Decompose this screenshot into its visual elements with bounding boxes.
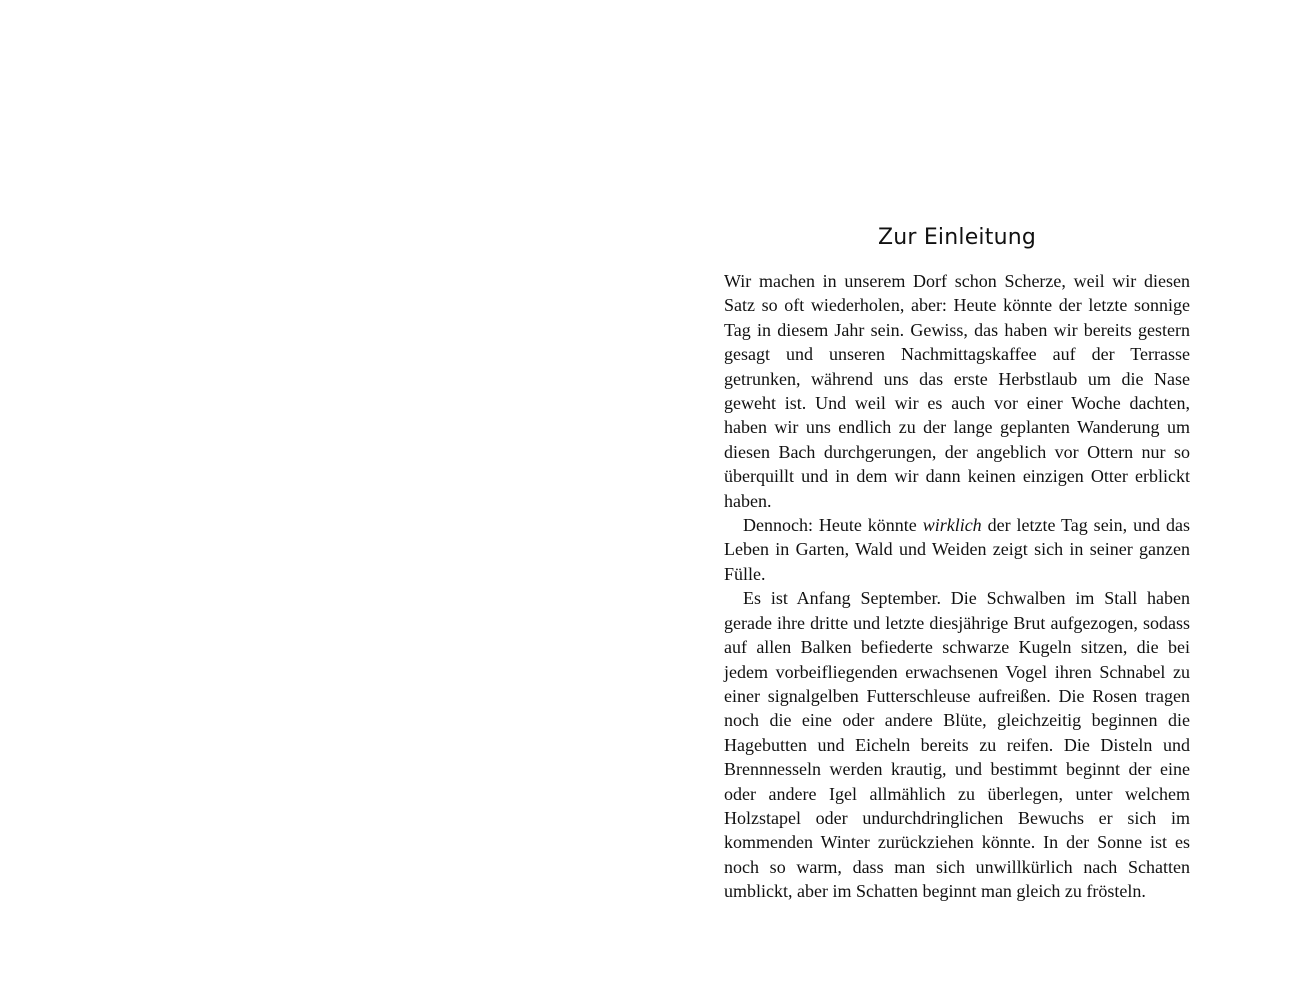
paragraph-3: Es ist Anfang September. Die Schwalben im Stall haben gerade ihre dritte und letzte diesjährige Brut aufgezogen, sodass auf allen Balken befiederte schwarze Kugeln sitzen, die bei jedem vorbeifliegenden erwachsenen Vogel ihren Schnabel zu einer signalgelben Futterschleuse aufreißen. Die Rosen tragen noch die eine oder andere Blüte, gleichzeitig beginnen die Hagebutten und Eicheln bereits zu reifen. Die Disteln und Brennnesseln werden krautig, und bestimmt beginnt der eine oder andere Igel allmählich zu überlegen, unter welchem Holzstapel oder undurchdringlichen Bewuchs er sich im kommenden Winter zurückziehen könnte. In der Sonne ist es noch so warm, dass man sich unwillkürlich nach Schatten umblickt, aber im Schatten beginnt man gleich zu frösteln. xyxy=(724,588,1190,902)
paragraph-1: Wir machen in unserem Dorf schon Scherze, weil wir diesen Satz so oft wiederholen, aber: Heute könnte der letzte sonnige Tag in diesem Jahr sein. Gewiss, das haben wir bereits gestern gesagt und unseren Nachmittagskaffee auf der Terrasse getrunken, während uns das erste Herbstlaub um die Nase geweht ist. Und weil wir es auch vor einer Woche dachten, haben wir uns endlich zu der lange geplanten Wanderung um diesen Bach durchgerungen, der angeblich vor Ottern nur so überquillt und in dem wir dann keinen einzigen Otter erblickt haben. xyxy=(724,271,1190,511)
chapter-body-text xyxy=(724,269,1190,904)
chapter-title: Zur Einleitung xyxy=(877,225,1037,250)
paragraph-2-emphasis: wirklich xyxy=(922,515,982,536)
paragraph-2-rest: der letzte Tag sein, und das Leben in Garten, Wald und Weiden zeigt sich in seiner ganzen Fülle. xyxy=(724,515,1190,584)
paragraph-2-lead: Dennoch: Heute könnte xyxy=(743,515,923,536)
paragraph-2 xyxy=(724,513,1190,586)
left-page-blank xyxy=(0,0,647,1000)
